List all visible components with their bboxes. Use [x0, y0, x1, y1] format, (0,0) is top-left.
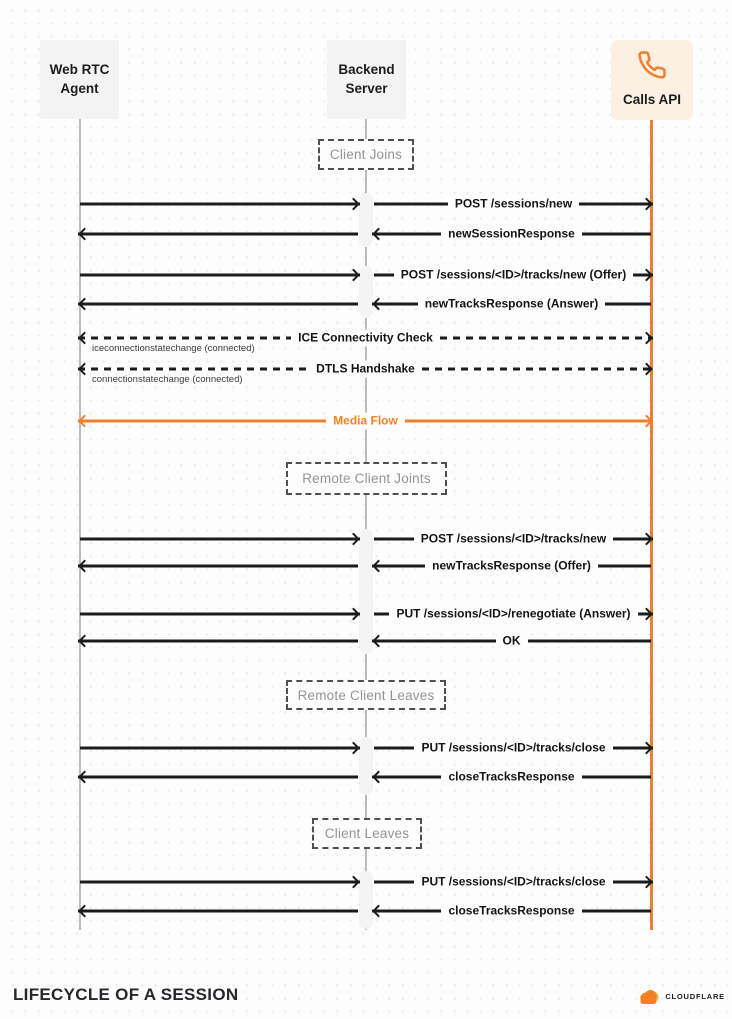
actor-label: Backend Server [338, 62, 395, 96]
arrowhead-left-icon [372, 228, 385, 241]
actor-webrtc-agent [40, 40, 119, 119]
arrowhead-right-icon [640, 363, 653, 376]
message-line [80, 613, 360, 616]
actor-label: Calls API [622, 92, 682, 108]
message-line [80, 274, 360, 277]
arrowhead-right-icon [347, 198, 360, 211]
message-line [374, 274, 394, 277]
arrow-webrtc-to-backend [80, 740, 358, 757]
section-remote-client-leaves [286, 680, 446, 710]
actor-calls-api [611, 40, 693, 120]
cloudflare-cloud-icon [637, 988, 662, 1005]
arrow-backend-to-webrtc [80, 769, 358, 786]
message-line [78, 420, 326, 423]
arrowhead-left-icon [78, 771, 91, 784]
arrowhead-left-icon [78, 332, 91, 345]
arrowhead-left-icon [78, 228, 91, 241]
message-label: newTracksResponse (Answer) [418, 296, 605, 313]
message-line [374, 203, 448, 206]
message-label: Media Flow [326, 413, 405, 430]
section-label: Client Leaves [324, 826, 410, 841]
arrowhead-right-icon [347, 269, 360, 282]
actor-label: Web RTC Agent [49, 62, 110, 96]
arrowhead-right-icon [640, 332, 653, 345]
message-label: newTracksResponse (Offer) [425, 558, 598, 575]
activation-bar [359, 737, 373, 795]
message-line [582, 776, 651, 779]
arrowhead-right-icon [640, 269, 653, 282]
arrowhead-left-icon [78, 560, 91, 573]
message-line [405, 420, 653, 423]
activation-bar [359, 871, 373, 929]
arrow-post-sessions-new [374, 196, 651, 213]
message-line [582, 910, 651, 913]
message-line [78, 337, 291, 340]
arrowhead-left-icon [372, 560, 385, 573]
message-line [528, 640, 652, 643]
arrowhead-left-icon [78, 905, 91, 918]
cloudflare-logo [637, 988, 725, 1005]
arrowhead-right-icon [640, 198, 653, 211]
arrow-close-tracks-response [374, 769, 651, 786]
arrowhead-right-icon [347, 608, 360, 621]
message-line [374, 881, 414, 884]
arrow-close-tracks-response [374, 903, 651, 920]
message-line [440, 337, 653, 340]
message-line [78, 910, 358, 913]
phone-icon [637, 50, 667, 80]
arrowhead-right-icon [640, 742, 653, 755]
arrow-webrtc-to-backend [80, 531, 358, 548]
arrow-new-session-response [374, 226, 651, 243]
message-line [78, 565, 358, 568]
arrow-media-flow [80, 413, 651, 430]
activation-bar [359, 193, 373, 247]
message-line [374, 538, 414, 541]
annotation-ice-state: iceconnectionstatechange (connected) [92, 343, 255, 354]
section-label: Remote Client Leaves [297, 687, 435, 703]
message-label: PUT /sessions/<ID>/tracks/close [414, 874, 612, 891]
arrow-backend-to-webrtc [80, 633, 358, 650]
message-line [80, 881, 360, 884]
message-line [374, 747, 414, 750]
arrowhead-right-icon [640, 533, 653, 546]
arrow-put-renegotiate-answer [374, 606, 651, 623]
message-line [374, 613, 389, 616]
message-line [78, 303, 358, 306]
message-label: DTLS Handshake [309, 361, 422, 378]
message-line [80, 747, 360, 750]
arrowhead-right-icon [640, 608, 653, 621]
arrow-put-tracks-close [374, 740, 651, 757]
activation-bar [359, 266, 373, 318]
arrowhead-left-icon [78, 635, 91, 648]
message-line [78, 776, 358, 779]
arrow-webrtc-to-backend [80, 606, 358, 623]
arrowhead-left-icon [372, 635, 385, 648]
message-line [422, 368, 653, 371]
arrow-post-tracks-new-offer [374, 267, 651, 284]
message-line [598, 565, 651, 568]
arrowhead-left-icon [78, 298, 91, 311]
arrow-new-tracks-response-answer [374, 296, 651, 313]
message-label: POST /sessions/<ID>/tracks/new (Offer) [394, 267, 633, 284]
message-line [78, 640, 358, 643]
annotation-conn-state: connectionstatechange (connected) [92, 374, 243, 385]
arrowhead-left-icon [78, 363, 91, 376]
arrow-webrtc-to-backend [80, 874, 358, 891]
message-label: OK [496, 633, 528, 650]
arrow-post-tracks-new [374, 531, 651, 548]
message-label: POST /sessions/new [448, 196, 579, 213]
arrowhead-left-icon [78, 415, 91, 428]
section-client-joins [318, 139, 414, 170]
message-line [80, 538, 360, 541]
arrowhead-left-icon [372, 298, 385, 311]
message-line [372, 640, 496, 643]
page-title: LIFECYCLE OF A SESSION [13, 985, 239, 1004]
arrowhead-right-icon [347, 742, 360, 755]
arrow-webrtc-to-backend [80, 267, 358, 284]
section-label: Remote Client Joints [302, 471, 431, 486]
arrow-ok [374, 633, 651, 650]
arrowhead-right-icon [347, 876, 360, 889]
message-line [80, 203, 360, 206]
section-label: Client Joins [329, 147, 403, 162]
arrow-new-tracks-response-offer [374, 558, 651, 575]
message-line [78, 233, 358, 236]
message-line [605, 303, 651, 306]
message-label: POST /sessions/<ID>/tracks/new [414, 531, 613, 548]
message-label: newSessionResponse [441, 226, 582, 243]
message-label: PUT /sessions/<ID>/tracks/close [414, 740, 612, 757]
section-client-leaves [312, 818, 422, 849]
actor-backend-server [327, 40, 406, 119]
message-line [78, 368, 309, 371]
arrowhead-left-icon [372, 771, 385, 784]
arrow-backend-to-webrtc [80, 558, 358, 575]
section-remote-client-joins [286, 462, 447, 495]
message-label: PUT /sessions/<ID>/renegotiate (Answer) [389, 606, 637, 623]
arrow-webrtc-to-backend [80, 196, 358, 213]
activation-bar [359, 529, 373, 654]
arrow-backend-to-webrtc [80, 903, 358, 920]
message-label: closeTracksResponse [441, 769, 581, 786]
message-line [582, 233, 651, 236]
arrow-backend-to-webrtc [80, 296, 358, 313]
arrowhead-left-icon [372, 905, 385, 918]
message-label: ICE Connectivity Check [291, 330, 440, 347]
arrow-backend-to-webrtc [80, 226, 358, 243]
arrowhead-right-icon [640, 876, 653, 889]
arrowhead-right-icon [347, 533, 360, 546]
cloudflare-wordmark: CLOUDFLARE [665, 992, 725, 1001]
arrowhead-right-icon [640, 415, 653, 428]
arrow-put-tracks-close [374, 874, 651, 891]
message-label: closeTracksResponse [441, 903, 581, 920]
